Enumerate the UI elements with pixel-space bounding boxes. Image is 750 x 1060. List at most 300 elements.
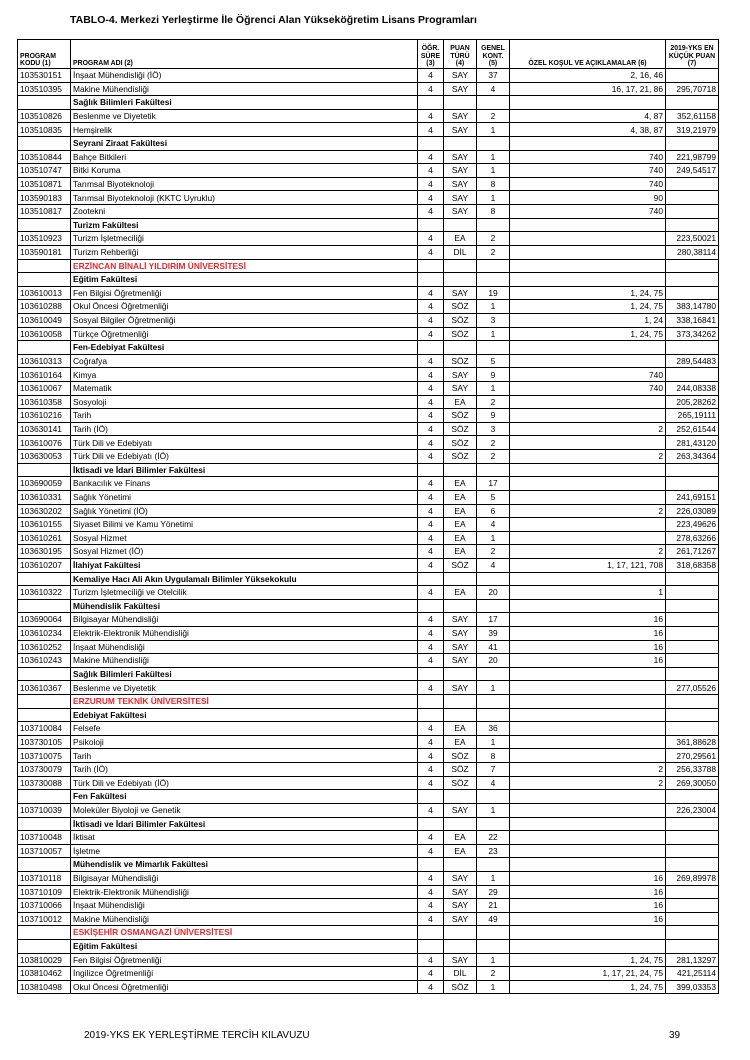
min-score-cell: 221,98799 xyxy=(666,150,719,164)
program-code-cell: 103610288 xyxy=(18,300,71,314)
program-name-cell: İnşaat Mühendisliği (İÖ) xyxy=(71,69,418,83)
quota-cell xyxy=(477,708,510,722)
header-quota: GENEL KONT. (5) xyxy=(477,40,510,69)
program-name-cell: Sosyoloji xyxy=(71,395,418,409)
duration-cell xyxy=(418,858,444,872)
header-min-score: 2019-YKS EN KÜÇÜK PUAN (7) xyxy=(666,40,719,69)
conditions-cell xyxy=(510,599,666,613)
conditions-cell: 16 xyxy=(510,912,666,926)
quota-cell xyxy=(477,926,510,940)
program-code-cell xyxy=(18,858,71,872)
header-score-type: PUAN TÜRÜ (4) xyxy=(444,40,477,69)
score-type-cell: EA xyxy=(444,490,477,504)
score-type-cell: SÖZ xyxy=(444,300,477,314)
program-code-cell: 103610164 xyxy=(18,368,71,382)
program-name-cell: Makine Mühendisliği xyxy=(71,912,418,926)
quota-cell: 22 xyxy=(477,831,510,845)
duration-cell xyxy=(418,817,444,831)
min-score-cell: 289,54483 xyxy=(666,354,719,368)
program-code-cell: 103610076 xyxy=(18,436,71,450)
min-score-cell xyxy=(666,191,719,205)
duration-cell: 4 xyxy=(418,205,444,219)
min-score-cell: 252,61544 xyxy=(666,422,719,436)
program-name-cell: Siyaset Bilimi ve Kamu Yönetimi xyxy=(71,518,418,532)
conditions-cell: 1, 24, 75 xyxy=(510,300,666,314)
quota-cell: 5 xyxy=(477,354,510,368)
program-code-cell: 103610252 xyxy=(18,640,71,654)
score-type-cell: EA xyxy=(444,735,477,749)
score-type-cell: EA xyxy=(444,586,477,600)
conditions-cell: 16, 17, 21, 86 xyxy=(510,82,666,96)
table-row xyxy=(18,967,719,981)
program-name-cell: Beslenme ve Diyetetik xyxy=(71,109,418,123)
duration-cell: 4 xyxy=(418,490,444,504)
program-code-cell xyxy=(18,790,71,804)
table-row xyxy=(18,150,719,164)
duration-cell xyxy=(418,218,444,232)
min-score-cell: 261,71267 xyxy=(666,545,719,559)
program-name-cell: Bankacılık ve Finans xyxy=(71,477,418,491)
duration-cell xyxy=(418,599,444,613)
program-code-cell xyxy=(18,259,71,273)
faculty-heading-row xyxy=(18,940,719,954)
program-name-cell: Sağlık Bilimleri Fakültesi xyxy=(71,96,418,110)
program-name-cell: Bilgisayar Mühendisliği xyxy=(71,871,418,885)
score-type-cell xyxy=(444,926,477,940)
min-score-cell xyxy=(666,177,719,191)
program-name-cell: İngilizce Öğretmenliği xyxy=(71,967,418,981)
table-row xyxy=(18,763,719,777)
score-type-cell: SÖZ xyxy=(444,327,477,341)
program-code-cell: 103710109 xyxy=(18,885,71,899)
faculty-heading-row xyxy=(18,218,719,232)
score-type-cell xyxy=(444,259,477,273)
table-row xyxy=(18,912,719,926)
program-name-cell: Tarih (İÖ) xyxy=(71,763,418,777)
duration-cell: 4 xyxy=(418,912,444,926)
min-score-cell xyxy=(666,708,719,722)
program-code-cell: 103610234 xyxy=(18,626,71,640)
table-row xyxy=(18,191,719,205)
conditions-cell: 740 xyxy=(510,382,666,396)
score-type-cell xyxy=(444,667,477,681)
min-score-cell xyxy=(666,899,719,913)
program-code-cell: 103710057 xyxy=(18,844,71,858)
min-score-cell xyxy=(666,667,719,681)
duration-cell xyxy=(418,572,444,586)
min-score-cell xyxy=(666,477,719,491)
score-type-cell: EA xyxy=(444,477,477,491)
duration-cell xyxy=(418,137,444,151)
score-type-cell: SAY xyxy=(444,150,477,164)
table-row xyxy=(18,871,719,885)
program-name-cell: Zootekni xyxy=(71,205,418,219)
faculty-heading-row xyxy=(18,599,719,613)
min-score-cell: 269,30050 xyxy=(666,776,719,790)
score-type-cell: SAY xyxy=(444,123,477,137)
quota-cell xyxy=(477,96,510,110)
program-code-cell: 103810462 xyxy=(18,967,71,981)
conditions-cell: 740 xyxy=(510,177,666,191)
program-code-cell xyxy=(18,817,71,831)
program-code-cell xyxy=(18,463,71,477)
score-type-cell xyxy=(444,572,477,586)
min-score-cell: 338,16841 xyxy=(666,313,719,327)
score-type-cell: EA xyxy=(444,504,477,518)
conditions-cell: 1 xyxy=(510,586,666,600)
program-name-cell: İktisadi ve İdari Bilimler Fakültesi xyxy=(71,463,418,477)
score-type-cell: SAY xyxy=(444,177,477,191)
min-score-cell: 277,05526 xyxy=(666,681,719,695)
score-type-cell: DİL xyxy=(444,245,477,259)
score-type-cell: SAY xyxy=(444,69,477,83)
conditions-cell: 1, 24, 75 xyxy=(510,980,666,994)
conditions-cell: 740 xyxy=(510,205,666,219)
duration-cell: 4 xyxy=(418,109,444,123)
duration-cell: 4 xyxy=(418,191,444,205)
min-score-cell xyxy=(666,286,719,300)
score-type-cell: SAY xyxy=(444,164,477,178)
page-number: 39 xyxy=(669,1030,681,1041)
duration-cell: 4 xyxy=(418,586,444,600)
duration-cell: 4 xyxy=(418,409,444,423)
min-score-cell xyxy=(666,613,719,627)
score-type-cell: SÖZ xyxy=(444,558,477,572)
program-name-cell: Fen-Edebiyat Fakültesi xyxy=(71,341,418,355)
duration-cell: 4 xyxy=(418,545,444,559)
quota-cell: 8 xyxy=(477,749,510,763)
table-row xyxy=(18,545,719,559)
quota-cell: 1 xyxy=(477,123,510,137)
program-code-cell xyxy=(18,940,71,954)
quota-cell xyxy=(477,218,510,232)
quota-cell xyxy=(477,695,510,709)
program-code-cell: 103510871 xyxy=(18,177,71,191)
min-score-cell xyxy=(666,912,719,926)
quota-cell xyxy=(477,599,510,613)
conditions-cell: 16 xyxy=(510,654,666,668)
duration-cell: 4 xyxy=(418,164,444,178)
score-type-cell xyxy=(444,341,477,355)
program-name-cell: Moleküler Biyoloji ve Genetik xyxy=(71,803,418,817)
quota-cell: 1 xyxy=(477,681,510,695)
table-row xyxy=(18,409,719,423)
score-type-cell xyxy=(444,599,477,613)
table-row xyxy=(18,654,719,668)
score-type-cell: SÖZ xyxy=(444,422,477,436)
program-code-cell: 103710075 xyxy=(18,749,71,763)
min-score-cell xyxy=(666,599,719,613)
table-row xyxy=(18,504,719,518)
conditions-cell xyxy=(510,218,666,232)
program-name-cell: ERZİNCAN BİNALİ YILDIRIM ÜNİVERSİTESİ xyxy=(71,259,418,273)
program-code-cell: 103730079 xyxy=(18,763,71,777)
program-name-cell: Sağlık Yönetimi (İÖ) xyxy=(71,504,418,518)
conditions-cell: 740 xyxy=(510,368,666,382)
program-code-cell xyxy=(18,926,71,940)
table-row xyxy=(18,899,719,913)
quota-cell: 37 xyxy=(477,69,510,83)
conditions-cell xyxy=(510,803,666,817)
quota-cell xyxy=(477,940,510,954)
duration-cell xyxy=(418,463,444,477)
table-row xyxy=(18,232,719,246)
conditions-cell xyxy=(510,273,666,287)
min-score-cell: 278,63266 xyxy=(666,531,719,545)
faculty-heading-row xyxy=(18,137,719,151)
program-code-cell: 103610207 xyxy=(18,558,71,572)
min-score-cell: 205,28262 xyxy=(666,395,719,409)
faculty-heading-row xyxy=(18,858,719,872)
quota-cell: 9 xyxy=(477,409,510,423)
header-program-name: PROGRAM ADI (2) xyxy=(71,40,418,69)
duration-cell xyxy=(418,259,444,273)
quota-cell xyxy=(477,463,510,477)
program-code-cell: 103610367 xyxy=(18,681,71,695)
table-row xyxy=(18,245,719,259)
conditions-cell: 4, 87 xyxy=(510,109,666,123)
program-name-cell: İnşaat Mühendisliği xyxy=(71,640,418,654)
program-code-cell: 103510826 xyxy=(18,109,71,123)
conditions-cell: 16 xyxy=(510,885,666,899)
min-score-cell: 265,19111 xyxy=(666,409,719,423)
program-name-cell: Eğitim Fakültesi xyxy=(71,940,418,954)
program-name-cell: İktisat xyxy=(71,831,418,845)
table-row xyxy=(18,586,719,600)
min-score-cell xyxy=(666,858,719,872)
program-code-cell: 103510923 xyxy=(18,232,71,246)
score-type-cell: EA xyxy=(444,395,477,409)
table-row xyxy=(18,640,719,654)
program-name-cell: Eğitim Fakültesi xyxy=(71,273,418,287)
min-score-cell: 373,34262 xyxy=(666,327,719,341)
duration-cell: 4 xyxy=(418,953,444,967)
program-name-cell: Edebiyat Fakültesi xyxy=(71,708,418,722)
program-code-cell: 103610243 xyxy=(18,654,71,668)
duration-cell: 4 xyxy=(418,518,444,532)
program-code-cell: 103590181 xyxy=(18,245,71,259)
program-code-cell: 103710084 xyxy=(18,722,71,736)
program-name-cell: Tarımsal Biyoteknoloji (KKTC Uyruklu) xyxy=(71,191,418,205)
quota-cell: 20 xyxy=(477,654,510,668)
program-code-cell: 103730105 xyxy=(18,735,71,749)
conditions-cell xyxy=(510,572,666,586)
score-type-cell xyxy=(444,858,477,872)
quota-cell: 41 xyxy=(477,640,510,654)
duration-cell: 4 xyxy=(418,749,444,763)
score-type-cell: DİL xyxy=(444,967,477,981)
score-type-cell: EA xyxy=(444,844,477,858)
program-code-cell xyxy=(18,667,71,681)
duration-cell: 4 xyxy=(418,681,444,695)
footer-guide-title: 2019-YKS EK YERLEŞTİRME TERCİH KILAVUZU xyxy=(84,1030,310,1041)
table-row xyxy=(18,354,719,368)
program-name-cell: Kimya xyxy=(71,368,418,382)
quota-cell: 1 xyxy=(477,150,510,164)
quota-cell: 3 xyxy=(477,422,510,436)
score-type-cell: EA xyxy=(444,232,477,246)
quota-cell: 1 xyxy=(477,191,510,205)
quota-cell: 4 xyxy=(477,82,510,96)
score-type-cell: SAY xyxy=(444,871,477,885)
program-code-cell: 103510844 xyxy=(18,150,71,164)
program-code-cell xyxy=(18,137,71,151)
table-row xyxy=(18,205,719,219)
program-name-cell: Fen Bilgisi Öğretmenliği xyxy=(71,953,418,967)
quota-cell: 2 xyxy=(477,109,510,123)
program-code-cell: 103710012 xyxy=(18,912,71,926)
conditions-cell xyxy=(510,259,666,273)
score-type-cell xyxy=(444,137,477,151)
table-row xyxy=(18,531,719,545)
score-type-cell: EA xyxy=(444,531,477,545)
quota-cell: 2 xyxy=(477,545,510,559)
duration-cell: 4 xyxy=(418,382,444,396)
table-row xyxy=(18,803,719,817)
quota-cell: 36 xyxy=(477,722,510,736)
university-heading-row xyxy=(18,259,719,273)
program-name-cell: Okul Öncesi Öğretmenliği xyxy=(71,980,418,994)
conditions-cell xyxy=(510,341,666,355)
table-row xyxy=(18,953,719,967)
university-heading-row xyxy=(18,695,719,709)
program-code-cell: 103610049 xyxy=(18,313,71,327)
duration-cell xyxy=(418,273,444,287)
table-row xyxy=(18,885,719,899)
min-score-cell xyxy=(666,273,719,287)
score-type-cell: SAY xyxy=(444,640,477,654)
min-score-cell: 249,54517 xyxy=(666,164,719,178)
quota-cell: 9 xyxy=(477,368,510,382)
page-title: TABLO-4. Merkezi Yerleştirme İle Öğrenci Alan Yükseköğretim Lisans Programları xyxy=(70,14,477,26)
min-score-cell xyxy=(666,790,719,804)
min-score-cell xyxy=(666,626,719,640)
score-type-cell xyxy=(444,273,477,287)
min-score-cell xyxy=(666,463,719,477)
table-row xyxy=(18,558,719,572)
min-score-cell xyxy=(666,940,719,954)
quota-cell xyxy=(477,858,510,872)
min-score-cell xyxy=(666,259,719,273)
table-row xyxy=(18,844,719,858)
duration-cell: 4 xyxy=(418,300,444,314)
program-name-cell: Türkçe Öğretmenliği xyxy=(71,327,418,341)
quota-cell: 23 xyxy=(477,844,510,858)
conditions-cell xyxy=(510,681,666,695)
conditions-cell: 2 xyxy=(510,450,666,464)
program-code-cell: 103630141 xyxy=(18,422,71,436)
quota-cell: 4 xyxy=(477,558,510,572)
program-name-cell: Fen Fakültesi xyxy=(71,790,418,804)
table-row xyxy=(18,368,719,382)
conditions-cell xyxy=(510,245,666,259)
table-row xyxy=(18,300,719,314)
program-code-cell: 103730088 xyxy=(18,776,71,790)
conditions-cell xyxy=(510,518,666,532)
quota-cell: 8 xyxy=(477,177,510,191)
program-code-cell: 103510747 xyxy=(18,164,71,178)
faculty-heading-row xyxy=(18,463,719,477)
score-type-cell xyxy=(444,96,477,110)
min-score-cell xyxy=(666,654,719,668)
faculty-heading-row xyxy=(18,572,719,586)
program-name-cell: Sosyal Bilgiler Öğretmenliği xyxy=(71,313,418,327)
min-score-cell: 383,14780 xyxy=(666,300,719,314)
conditions-cell xyxy=(510,708,666,722)
min-score-cell: 223,50021 xyxy=(666,232,719,246)
quota-cell: 2 xyxy=(477,245,510,259)
duration-cell xyxy=(418,695,444,709)
score-type-cell: SÖZ xyxy=(444,354,477,368)
conditions-cell xyxy=(510,940,666,954)
score-type-cell: SAY xyxy=(444,953,477,967)
min-score-cell xyxy=(666,586,719,600)
score-type-cell: SAY xyxy=(444,803,477,817)
program-code-cell: 103710039 xyxy=(18,803,71,817)
program-code-cell xyxy=(18,599,71,613)
table-row xyxy=(18,626,719,640)
score-type-cell: SÖZ xyxy=(444,749,477,763)
program-code-cell: 103710118 xyxy=(18,871,71,885)
quota-cell xyxy=(477,667,510,681)
score-type-cell xyxy=(444,695,477,709)
conditions-cell xyxy=(510,831,666,845)
program-name-cell: Psikoloji xyxy=(71,735,418,749)
score-type-cell: SÖZ xyxy=(444,763,477,777)
min-score-cell xyxy=(666,96,719,110)
conditions-cell xyxy=(510,858,666,872)
conditions-cell xyxy=(510,436,666,450)
min-score-cell: 361,88628 xyxy=(666,735,719,749)
score-type-cell xyxy=(444,790,477,804)
min-score-cell: 256,33788 xyxy=(666,763,719,777)
program-name-cell: Coğrafya xyxy=(71,354,418,368)
conditions-cell: 2 xyxy=(510,763,666,777)
score-type-cell xyxy=(444,218,477,232)
min-score-cell: 421,25114 xyxy=(666,967,719,981)
table-header-row xyxy=(18,40,719,69)
conditions-cell: 2 xyxy=(510,504,666,518)
faculty-heading-row xyxy=(18,817,719,831)
score-type-cell: SAY xyxy=(444,382,477,396)
header-conditions: ÖZEL KOŞUL VE AÇIKLAMALAR (6) xyxy=(510,40,666,69)
duration-cell: 4 xyxy=(418,123,444,137)
score-type-cell: SAY xyxy=(444,626,477,640)
duration-cell: 4 xyxy=(418,871,444,885)
duration-cell xyxy=(418,96,444,110)
program-name-cell: Sosyal Hizmet (İÖ) xyxy=(71,545,418,559)
program-name-cell: Matematik xyxy=(71,382,418,396)
program-code-cell: 103610058 xyxy=(18,327,71,341)
program-code-cell: 103810498 xyxy=(18,980,71,994)
quota-cell: 3 xyxy=(477,313,510,327)
program-name-cell: Tarih (İÖ) xyxy=(71,422,418,436)
table-row xyxy=(18,722,719,736)
program-code-cell xyxy=(18,273,71,287)
min-score-cell xyxy=(666,640,719,654)
score-type-cell: SÖZ xyxy=(444,776,477,790)
program-name-cell: Makine Mühendisliği xyxy=(71,654,418,668)
program-name-cell: Turizm İşletmeciliği ve Otelcilik xyxy=(71,586,418,600)
conditions-cell: 1, 24, 75 xyxy=(510,327,666,341)
quota-cell: 4 xyxy=(477,776,510,790)
university-heading-row xyxy=(18,926,719,940)
min-score-cell xyxy=(666,69,719,83)
duration-cell: 4 xyxy=(418,313,444,327)
conditions-cell xyxy=(510,96,666,110)
quota-cell: 1 xyxy=(477,531,510,545)
program-name-cell: Makine Mühendisliği xyxy=(71,82,418,96)
